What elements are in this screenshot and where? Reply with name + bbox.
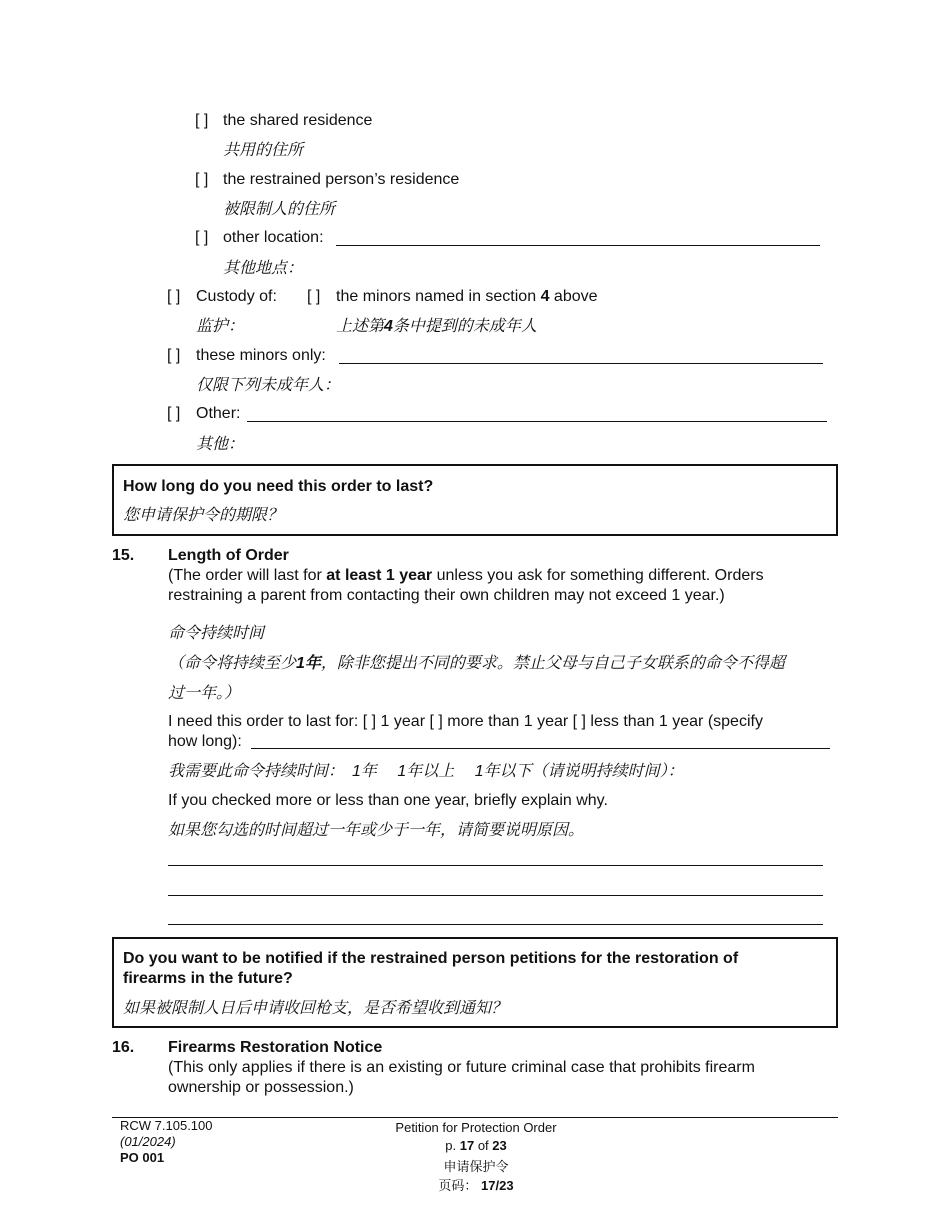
duration-options-line2: how long): [168, 733, 242, 750]
section-16-number: 16. [112, 1039, 135, 1056]
section-15-desc-zh-line2: 过一年。） [168, 685, 241, 702]
checkbox-these-minors[interactable]: [ ] [167, 347, 181, 364]
footer-title-zh: 申请保护令 [443, 1159, 509, 1174]
explain-field-line1[interactable] [168, 865, 823, 866]
minors-section-4-label: the minors named in section 4 above [336, 288, 598, 305]
section-15-title: Length of Order [168, 547, 289, 564]
checkbox-custody[interactable]: [ ] [167, 288, 181, 305]
restrained-residence-label-zh: 被限制人的住所 [223, 201, 336, 218]
question-box-firearms [112, 937, 838, 1028]
other-label-zh: 其他： [196, 436, 245, 453]
these-minors-label-zh: 仅限下列未成年人： [196, 377, 341, 394]
checkbox-other-location[interactable]: [ ] [195, 229, 209, 246]
explain-prompt: If you checked more or less than one year, briefly explain why. [168, 792, 608, 809]
footer-form-number: PO 001 [120, 1150, 165, 1165]
these-minors-field[interactable] [339, 363, 823, 364]
checkbox-other[interactable]: [ ] [167, 405, 181, 422]
section-15-desc-line1: (The order will last for at least 1 year unless you ask for something different. Orders [168, 567, 764, 584]
custody-label: Custody of: [196, 288, 277, 305]
custody-label-zh: 监护： [196, 318, 245, 335]
section-16-title: Firearms Restoration Notice [168, 1039, 383, 1056]
other-location-label-zh: 其他地点： [223, 260, 304, 277]
question-box-duration [112, 464, 838, 536]
question-duration-title-zh: 您申请保护令的期限？ [123, 507, 284, 524]
question-firearms-title-zh: 如果被限制人日后申请收回枪支，是否希望收到通知？ [123, 1000, 508, 1017]
footer-date: (01/2024) [120, 1134, 176, 1149]
other-field[interactable] [247, 421, 827, 422]
footer-page-number: p. 17 of 23 [445, 1138, 507, 1153]
restrained-residence-label: the restrained person’s residence [223, 171, 460, 188]
section-15-title-zh: 命令持续时间 [168, 625, 265, 642]
explain-field-line2[interactable] [168, 895, 823, 896]
other-label: Other: [196, 405, 241, 422]
question-firearms-title-line1: Do you want to be notified if the restrained person petitions for the restoration of [123, 950, 739, 967]
checkbox-shared-residence[interactable]: [ ] [195, 112, 209, 129]
checkbox-minors-section-4[interactable]: [ ] [307, 288, 321, 305]
checkbox-restrained-residence[interactable]: [ ] [195, 171, 209, 188]
question-duration-title: How long do you need this order to last? [123, 478, 434, 495]
footer-divider [112, 1117, 838, 1118]
section-16-desc-line2: ownership or possession.) [168, 1079, 354, 1096]
other-location-field[interactable] [336, 245, 820, 246]
these-minors-label: these minors only: [196, 347, 326, 364]
shared-residence-label-zh: 共用的住所 [223, 142, 304, 159]
section-15-desc-line2: restraining a parent from contacting their own children may not exceed 1 year.) [168, 587, 725, 604]
section-16-desc-line1: (This only applies if there is an existing or future criminal case that prohibits firearm [168, 1059, 755, 1076]
shared-residence-label: the shared residence [223, 112, 373, 129]
explain-prompt-zh: 如果您勾选的时间超过一年或少于一年，请简要说明原因。 [168, 822, 585, 839]
other-location-label: other location: [223, 229, 324, 246]
explain-field-line3[interactable] [168, 924, 823, 925]
question-firearms-title-line2: firearms in the future? [123, 970, 293, 987]
duration-options-zh: 我需要此命令持续时间： 1年 1年以上 1年以下（请说明持续时间）： [168, 763, 684, 780]
section-15-desc-zh-line1: （命令将持续至少1年，除非您提出不同的要求。禁止父母与自己子女联系的命令不得超 [168, 655, 785, 672]
section-15-number: 15. [112, 547, 135, 564]
minors-section-4-label-zh: 上述第4条中提到的未成年人 [336, 318, 537, 335]
footer-rcw: RCW 7.105.100 [120, 1118, 213, 1133]
footer-page-number-zh: 页码： 17/23 [438, 1178, 514, 1193]
duration-options-line1[interactable]: I need this order to last for: [ ] 1 year [ ] more than 1 year [ ] less than 1 year (specify [168, 713, 763, 730]
duration-specify-field[interactable] [251, 748, 830, 749]
footer-title: Petition for Protection Order [395, 1120, 557, 1135]
